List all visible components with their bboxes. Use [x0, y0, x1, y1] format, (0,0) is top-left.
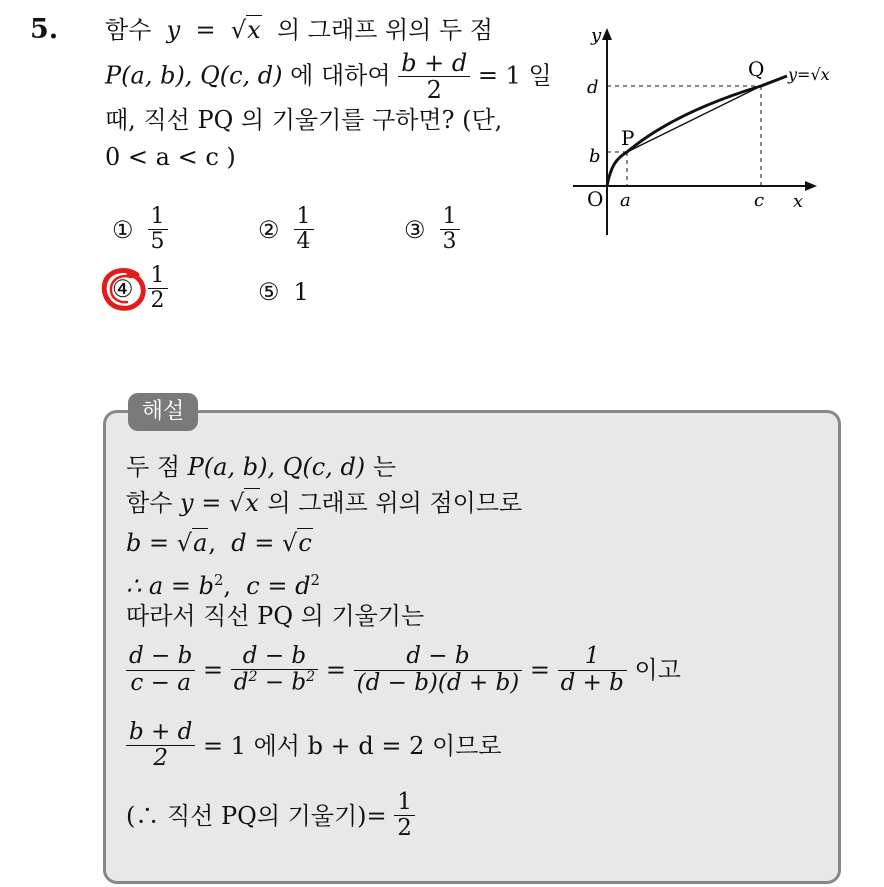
- option-value: 1: [293, 278, 309, 306]
- origin-label: O: [587, 187, 604, 211]
- slope-fraction-2: $\frac{d - b}{d^2 - b^2}$: [231, 644, 319, 696]
- q-var: y: [166, 16, 181, 44]
- option-1[interactable]: [112, 205, 168, 254]
- option-3[interactable]: [404, 205, 460, 254]
- selected-answer-circle-icon: [99, 266, 151, 314]
- option-fraction: $\frac{1}{5}$: [148, 205, 168, 254]
- expl-line-3: b = √a, d = √c: [126, 529, 312, 557]
- q-text: 함수: [105, 16, 152, 44]
- expl-line-1: 두 점 P(a, b), Q(c, d) 는: [126, 453, 396, 481]
- q-text: 의 그래프 위의 두 점: [276, 16, 493, 44]
- option-mark: ③: [404, 215, 426, 244]
- q-eq: =: [195, 16, 216, 44]
- expl-line-8: (∴ 직선 PQ의 기울기)= $\frac{1}{2}$: [126, 790, 415, 842]
- option-mark: ②: [258, 215, 280, 244]
- expl-line-7: $\frac{b + d}{2}$ = 1 에서 b + d = 2 이므로: [126, 720, 502, 772]
- sqrt-x: √x: [230, 16, 261, 44]
- option-fraction: $\frac{1}{3}$: [440, 205, 460, 254]
- a-label: a: [620, 190, 631, 211]
- question-line-3: 때, 직선 PQ 의 기울기를 구하면? (단,: [105, 106, 503, 134]
- y-axis-arrow-icon: [602, 28, 612, 40]
- q-text: 에 대하여: [290, 61, 391, 90]
- d-label: d: [587, 77, 599, 98]
- y-axis-label: y: [591, 25, 602, 46]
- expl-line-2: 함수 y = √x 의 그래프 위의 점이므로: [126, 489, 523, 517]
- option-5[interactable]: [258, 278, 309, 306]
- chord-pq: [627, 86, 761, 152]
- slope-fraction-3: $\frac{d - b}{(d - b)(d + b)}$: [354, 644, 523, 696]
- question-line-4: 0 < a < c ): [105, 143, 236, 171]
- question-line-2: [105, 50, 552, 104]
- curve-label: y=√x: [788, 65, 830, 84]
- option-mark: ④: [112, 274, 134, 303]
- option-mark: ①: [112, 215, 134, 244]
- q-fraction: $\frac{b + d}{2}$: [398, 50, 470, 104]
- question-number: 5.: [30, 14, 59, 45]
- c-label: c: [754, 190, 765, 211]
- slope-fraction-1: $\frac{d - b}{c - a}$: [126, 644, 195, 696]
- option-2[interactable]: [258, 205, 314, 254]
- q-points: P(a, b), Q(c, d): [105, 61, 283, 90]
- question-line-1: [105, 16, 493, 44]
- option-fraction: $\frac{1}{4}$: [294, 205, 314, 254]
- x-axis-arrow-icon: [805, 181, 817, 191]
- function-graph: [565, 20, 865, 245]
- b-label: b: [589, 146, 601, 167]
- point-p-label: P: [621, 126, 635, 150]
- answer-fraction: $\frac{1}{2}$: [394, 790, 415, 842]
- point-q-label: Q: [748, 57, 765, 81]
- expl-line-4: ∴ $a = b^2$, $c = d^2$: [126, 571, 320, 600]
- sum-fraction: $\frac{b + d}{2}$: [126, 720, 195, 772]
- slope-fraction-4: $\frac{1}{d + b}$: [558, 644, 627, 696]
- x-axis-label: x: [793, 191, 804, 212]
- option-mark: ⑤: [258, 278, 280, 306]
- q-text: = 1 일: [477, 61, 552, 90]
- option-fraction: $\frac{1}{2}$: [148, 264, 168, 313]
- expl-line-5: 따라서 직선 PQ 의 기울기는: [126, 602, 425, 630]
- expl-line-6: $\frac{d - b}{c - a}$ = $\frac{d - b}{d^2 - b^2}$ = $\frac{d - b}{(d - b)(d + b)}$ = $\frac{1}{d + b}$ 이고: [126, 644, 681, 696]
- explanation-tag: 해설: [128, 393, 198, 431]
